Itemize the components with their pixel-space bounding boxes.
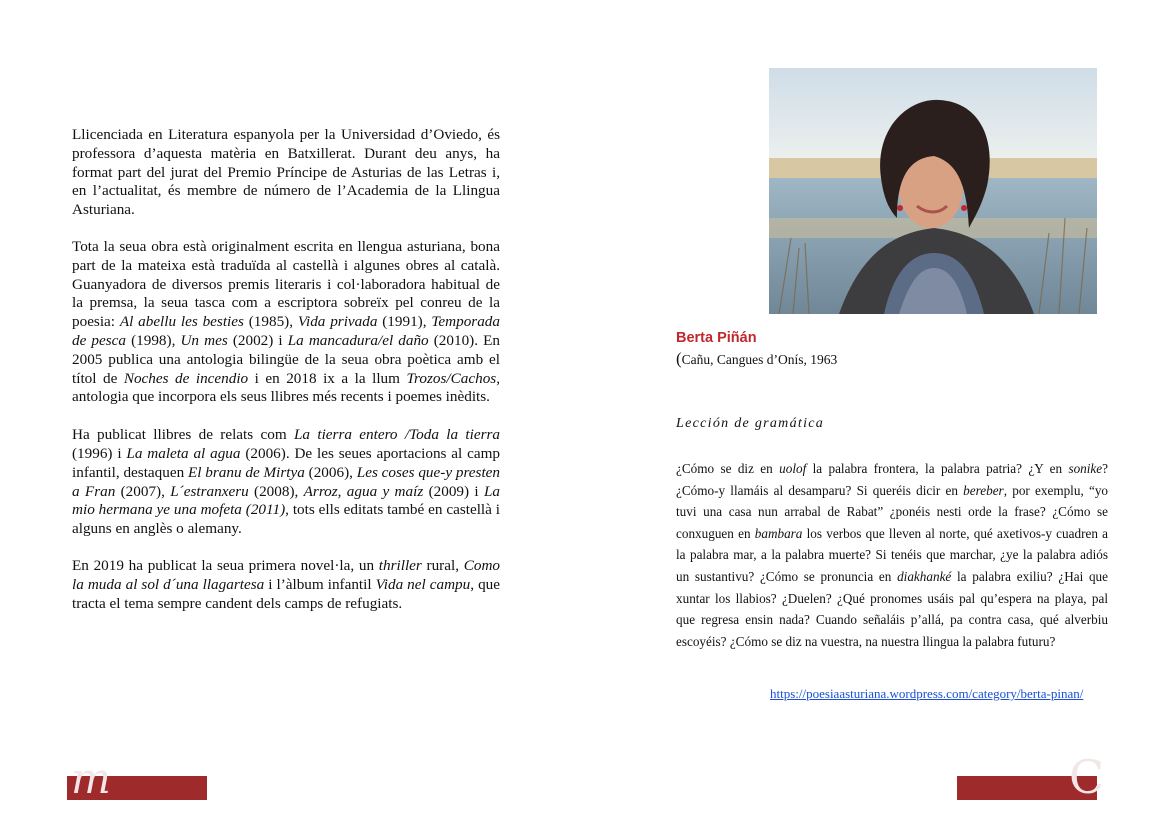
work-title: El branu de Mirtya	[188, 463, 305, 481]
work-title: La mio hermana ye una mofeta (2011)	[72, 482, 500, 519]
work-title: Vida nel campu	[375, 575, 471, 593]
poem-text: ¿Cómo se diz en uolof la palabra frontera, la palabra patria? ¿Y en sonike? ¿Cómo-y llamáis al desamparu? Si queréis dicir en bereber, por exemplu, “yo tuvi una casa nun arrabal de Rabat” ¿ponéis nesti orde la frase? ¿Cómo se conxuguen en bambara los verbos que lleven al norte, qué axetivos-y cuadren a la palabra mar, a la palabra muerte? Si tenéis que marchar, ¿ye la palabra adiós un sustantivu? ¿Cómo se pronuncia en diakhanké la palabra exiliu? ¿Hai que xuntar los llabios? ¿Duelen? ¿Qué pronomes usáis pal qu’espera na playa, pal que regresa ensin nada? Cuando señaláis p’allá, pa contra casa, qué alverbiu escoyéis? ¿Cómo se diz na vuestra, na nuestra llingua la palabra futuru?	[676, 461, 1109, 649]
work-title: La mancadura/el daño	[287, 331, 429, 349]
author-biography	[72, 126, 500, 631]
poem-title: Lección de gramática	[676, 416, 825, 431]
work-title: Arroz, agua y maíz	[303, 482, 424, 500]
work-title: Vida privada	[297, 313, 378, 331]
work-title: Un mes	[180, 331, 228, 349]
author-name: Berta Piñán	[676, 330, 757, 346]
decorative-glyph: m	[71, 754, 111, 803]
bio-paragraph-2: Tota la seua obra està originalment escrita en llengua asturiana, bona part de la mateixa està traduïda al castellà i algunes obres al català. Guanyadora de diversos premis literaris i col·laboradora habitual de la premsa, la seua tasca com a escriptora sobreïx pel conreu de la poesia: Al abellu les besties (1985), Vida privada (1991), Temporada de pesca (1998), Un mes (2002) i La mancadura/el daño (2010). En 2005 publica una antologia bilingüe de la seua obra poètica amb el títol de Noches de incendio i en 2018 ix a la llum Trozos/Cachos, antologia que incorpora els seus llibres més recents i poemes inèdits.	[72, 237, 500, 406]
work-title: La maleta al agua	[126, 444, 241, 462]
work-title: Noches de incendio	[123, 369, 249, 387]
author-photo	[769, 68, 1097, 314]
work-title: Trozos/Cachos	[406, 369, 497, 387]
work-title: Al abellu les besties	[119, 313, 244, 331]
decorative-band-right	[957, 750, 1105, 804]
work-title: L´estranxeru	[170, 482, 249, 500]
work-title: La tierra entero /Toda la tierra	[293, 426, 500, 444]
work-title: Como la muda al sol d´una llagartesa	[72, 556, 501, 593]
bio-paragraph-4: En 2019 ha publicat la seua primera novel·la, un thriller rural, Como la muda al sol d´una llagartesa i l’àlbum infantil Vida nel campu, que tracta el tema sempre candent dels camps de refugiats.	[72, 556, 501, 612]
work-title: Les coses que-y presten a Fran	[72, 463, 501, 500]
decorative-glyph: C	[1069, 750, 1105, 804]
right-page	[584, 0, 1169, 826]
left-page	[0, 0, 584, 826]
source-link[interactable]: https://poesiaasturiana.wordpress.com/category/berta-pinan/	[770, 686, 1084, 701]
work-title: Temporada de pesca	[72, 313, 500, 349]
author-origin: (Cañu, Cangues d’Onís, 1963	[676, 349, 838, 368]
work-title: thriller	[378, 556, 422, 574]
decorative-band-left	[67, 754, 207, 803]
bio-paragraph-3: Ha publicat llibres de relats com La tierra entero /Toda la tierra (1996) i La maleta al agua (2006). De les seues aportacions al camp infantil, destaquen El branu de Mirtya (2006), Les coses que-y presten a Fran (2007), L´estranxeru (2008), Arroz, agua y maíz (2009) i La mio hermana ye una mofeta (2011), tots ells editats també en castellà i alguns en anglès o alemany.	[72, 426, 501, 538]
bio-paragraph-1: Llicenciada en Literatura espanyola per la Universidad d’Oviedo, és professora d’aquesta matèria en Batxillerat. Durant deu anys, ha format part del jurat del Premio Príncipe de Asturias de las Letras i, en l’actualitat, és membre de número de l’Academia de la Llingua Asturiana.	[72, 126, 500, 219]
